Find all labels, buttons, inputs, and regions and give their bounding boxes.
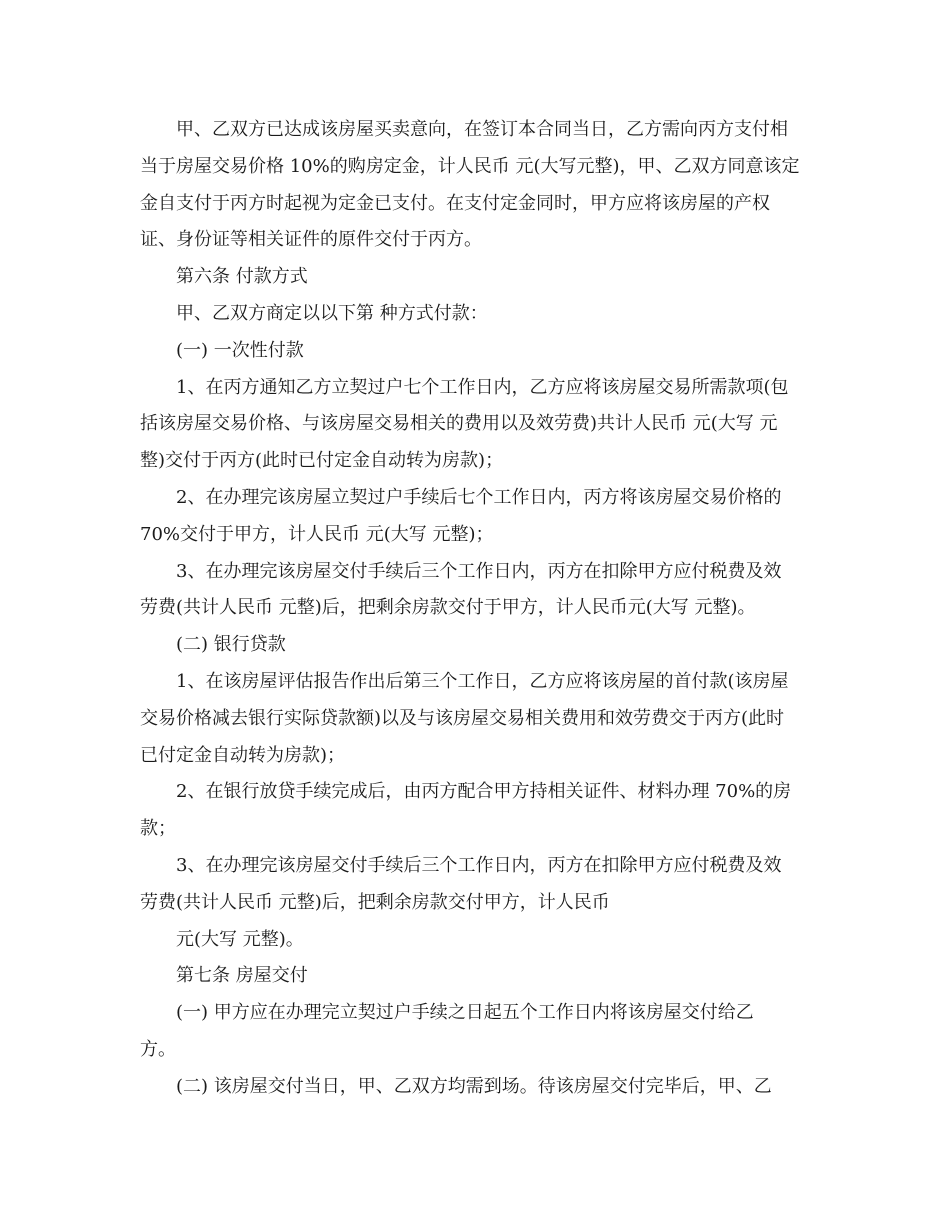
text-line: 甲、乙双方已达成该房屋买卖意向，在签订本合同当日，乙方需向丙方支付相 — [176, 119, 788, 140]
text-line: 2、在办理完该房屋立契过户手续后七个工作日内，丙方将该房屋交易价格的 — [176, 486, 782, 508]
text-line: 整)交付于丙方(此时已付定金自动转为房款)； — [140, 450, 504, 472]
text-line: (一) 甲方应在办理完立契过户手续之日起五个工作日内将该房屋交付给乙 — [176, 1002, 754, 1024]
text-line: 元(大写 元整)。 — [176, 928, 304, 950]
text-line: 方。 — [140, 1038, 176, 1060]
contract-body-text — [140, 112, 820, 1106]
text-line: 劳费(共计人民币 元整)后，把剩余房款交付于甲方，计人民币元(大写 元整)。 — [140, 597, 756, 619]
text-line: 括该房屋交易价格、与该房屋交易相关的费用以及效劳费)共计人民币 元(大写 元 — [140, 413, 778, 435]
text-line: (一) 一次性付款 — [176, 339, 304, 361]
text-line: 2、在银行放贷手续完成后，由丙方配合甲方持相关证件、材料办理 70%的房 — [176, 781, 792, 803]
text-line: 第七条 房屋交付 — [176, 965, 308, 987]
text-line: 金自支付于丙方时起视为定金已支付。在支付定金同时，甲方应将该房屋的产权 — [140, 192, 770, 214]
text-line: 已付定金自动转为房款)； — [140, 744, 346, 766]
text-line: 第六条 付款方式 — [176, 266, 308, 288]
text-line: 甲、乙双方商定以以下第 种方式付款： — [176, 302, 488, 324]
text-line: 款； — [140, 818, 176, 840]
text-line: 交易价格减去银行实际贷款额)以及与该房屋交易相关费用和效劳费交于丙方(此时 — [140, 707, 785, 729]
text-line: 1、在丙方通知乙方立契过户七个工作日内，乙方应将该房屋交易所需款项(包 — [176, 376, 789, 398]
text-line: 3、在办理完该房屋交付手续后三个工作日内，丙方在扣除甲方应付税费及效 — [176, 560, 782, 582]
text-line: (二) 该房屋交付当日，甲、乙双方均需到场。待该房屋交付完毕后，甲、乙 — [176, 1075, 772, 1097]
text-line: 证、身份证等相关证件的原件交付于丙方。 — [140, 229, 482, 251]
text-line: 1、在该房屋评估报告作出后第三个工作日，乙方应将该房屋的首付款(该房屋 — [176, 670, 789, 692]
text-line: 当于房屋交易价格 10%的购房定金，计人民币 元(大写元整)，甲、乙双方同意该定 — [140, 155, 800, 177]
text-line: 3、在办理完该房屋交付手续后三个工作日内，丙方在扣除甲方应付税费及效 — [176, 854, 782, 876]
text-line: 70%交付于甲方，计人民币 元(大写 元整)； — [140, 523, 494, 545]
text-line: (二) 银行贷款 — [176, 634, 286, 656]
text-line: 劳费(共计人民币 元整)后，把剩余房款交付甲方，计人民币 — [140, 891, 610, 913]
